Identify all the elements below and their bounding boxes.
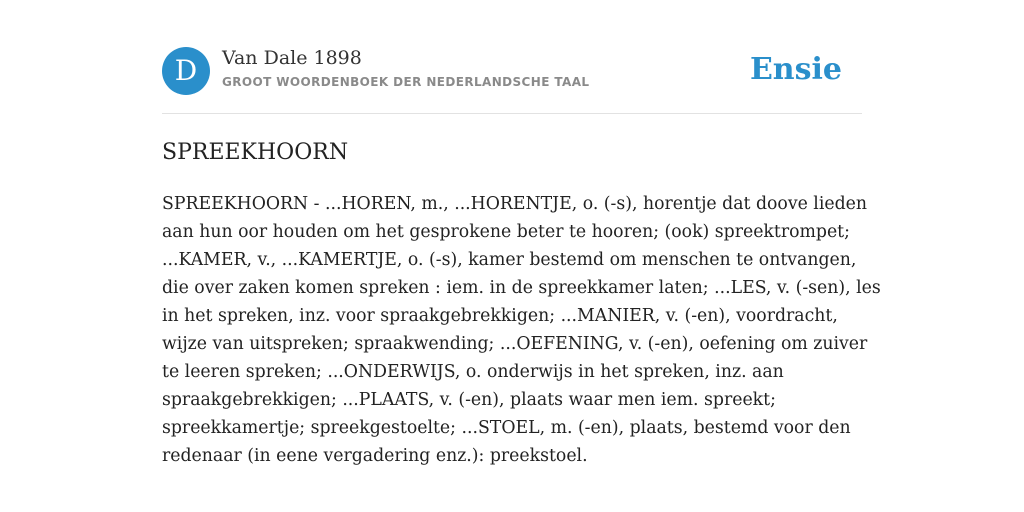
definition-line: die over zaken komen spreken : iem. in de spreekkamer laten; ...LES, v. (-sen), les — [162, 278, 881, 298]
definition-line: spreekkamertje; spreekgestoelte; ...STOEL, m. (-en), plaats, bestemd voor den — [162, 418, 851, 438]
definition-line: ...KAMER, v., ...KAMERTJE, o. (-s), kamer bestemd om menschen te ontvangen, — [162, 250, 857, 270]
source-header — [162, 46, 862, 98]
entry-headword: SPREEKHOORN — [162, 140, 349, 165]
source-subtitle: GROOT WOORDENBOEK DER NEDERLANDSCHE TAAL — [222, 75, 590, 89]
definition-line: SPREEKHOORN - ...HOREN, m., ...HORENTJE, o. (-s), horentje dat doove lieden — [162, 194, 868, 214]
header-divider — [162, 113, 862, 114]
brand-logo[interactable]: Ensie — [749, 52, 842, 87]
entry-definition — [162, 190, 881, 470]
definition-line: te leeren spreken; ...ONDERWIJS, o. onderwijs in het spreken, inz. aan — [162, 362, 784, 382]
source-title[interactable]: Van Dale 1898 — [222, 47, 362, 69]
definition-line: aan hun oor houden om het gesprokene beter te hooren; (ook) spreektrompet; — [162, 222, 850, 242]
definition-line: wijze van uitspreken; spraakwending; ...OEFENING, v. (-en), oefening om zuiver — [162, 334, 868, 354]
source-avatar: D — [162, 47, 210, 95]
definition-line: redenaar (in eene vergadering enz.): preekstoel. — [162, 446, 588, 466]
definition-line: spraakgebrekkigen; ...PLAATS, v. (-en), plaats waar men iem. spreekt; — [162, 390, 776, 410]
definition-line: in het spreken, inz. voor spraakgebrekkigen; ...MANIER, v. (-en), voordracht, — [162, 306, 838, 326]
